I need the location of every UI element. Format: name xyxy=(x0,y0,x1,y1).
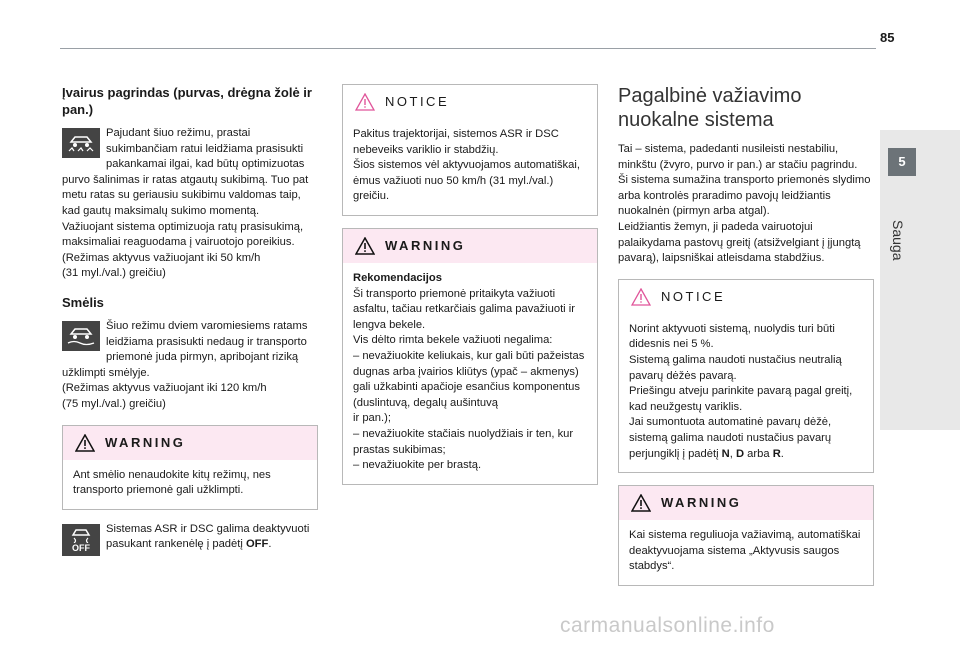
notice-triangle-icon xyxy=(355,93,375,111)
warning-title: WARNING xyxy=(661,495,742,511)
asr-off-position: OFF xyxy=(245,538,269,551)
car-on-sand-icon xyxy=(66,325,96,347)
mud-grass-text: Pajudant šiuo režimu, prastai sukimbančiam ratui leidžiama prasisukti pakankamai ilgai, kad būtų optimizuotas purvo šalinimas ir ratas atgautų sukibimą. Tuo pat metu ratas su geriausiu sukibimu valdomas taip, kad gautų maksimalų sukimo momentą. Važiuojant sistema optimizuoja ratų prasisukimą, maksimaliai reaguodama į vairuotojo poreikius. (Režimas aktyvus važiuojant iki 50 km/h (31 myl./val.) greičiu) xyxy=(62,127,309,280)
warning-title: WARNING xyxy=(385,238,466,254)
notice-end: . xyxy=(780,447,784,460)
sand-block xyxy=(62,319,318,413)
heading-sand: Smėlis xyxy=(62,294,104,310)
notice-title: NOTICE xyxy=(661,288,726,304)
warning-header xyxy=(63,426,317,460)
mud-grass-mode-icon xyxy=(62,128,100,158)
section-title: Pagalbinė važiavimo nuokalne sistema xyxy=(618,85,802,131)
skid-car-icon xyxy=(66,527,96,543)
notice-or: arba xyxy=(744,447,773,460)
mud-grass-block xyxy=(62,126,318,282)
warning-text: Ši transporto priemonė pritaikyta važiuoti asfaltu, tačiau retkarčiais galima pavažiuoti ir lengva bekele. Vis dėlto rimta bekele važiuoti negalima: – nevažiuokite keliukais, kur gali būti pažeistas dugnas arba įvairios kliūtys (ypač – akmenys) gali užkabinti apačioje esančius komponentus (duslintuvą, degalų aušintuvą ir pan.); – nevažiuokite stačiais nuolydžiais ir ten, kur prastas sukibimas; – nevažiuokite per brastą. xyxy=(353,287,585,472)
sand-mode-icon xyxy=(62,321,100,351)
heading-mud-grass: Įvairus pagrindas (purvas, drėgna žolė ir pan.) xyxy=(62,85,312,117)
gear-d: D xyxy=(735,447,745,460)
warning-triangle-icon xyxy=(355,237,375,255)
warning-title: WARNING xyxy=(105,434,186,450)
warning-box-brake xyxy=(618,485,874,586)
warning-lead: Rekomendacijos xyxy=(353,271,442,284)
warning-triangle-icon xyxy=(631,494,651,512)
off-label: OFF xyxy=(72,542,90,553)
page-number: 85 xyxy=(880,30,895,45)
notice-header xyxy=(619,280,873,314)
asr-off-text xyxy=(62,522,318,553)
notice-header xyxy=(343,85,597,119)
top-rule xyxy=(60,48,876,49)
column-2 xyxy=(342,84,598,497)
notice-body xyxy=(619,314,873,472)
notice-sep: , xyxy=(729,447,736,460)
section-intro: Tai – sistema, padedanti nusileisti nestabiliu, minkštu (žvyro, purvo ir pan.) ar stačiu pagrindu. Ši sistema sumažina transporto priemonės slydimo arba kontrolės praradimo pavojų leidžiantis nuokalnėn (pirmyn arba atgal). Leidžiantis žemyn, ji padeda vairuotojui palaikydama pastovų greitį (atsižvelgiant į įjungtą pavarą), laipsniškai atleisdama stabdžius. xyxy=(618,143,871,265)
notice-triangle-icon xyxy=(631,288,651,306)
warning-box-offroad xyxy=(342,228,598,485)
gear-r: R xyxy=(772,447,781,460)
car-on-grass-icon xyxy=(66,132,96,154)
chapter-number: 5 xyxy=(888,148,916,176)
notice-title: NOTICE xyxy=(385,94,450,110)
notice-text: Norint aktyvuoti sistemą, nuolydis turi būti didesnis nei 5 %. Sistemą galima naudoti nustačius neutralią pavarų dėžės pavarą. Priešingu atveju parinkite pavarą pagal greitį, kad neužgestų variklis. Jai sumontuota automatinė pavarų dėžė, sistemą galima naudoti nustačius pavarų perjungiklį į padėtį xyxy=(629,322,853,460)
column-1 xyxy=(62,84,318,558)
notice-text: Pakitus trajektorijai, sistemos ASR ir DSC nebeveiks variklio ir stabdžių. Šios sistemos vėl aktyvuojamos automatiškai, ėmus važiuoti nuo 50 km/h (31 myl./val.) greičiu. xyxy=(353,128,580,203)
column-3 xyxy=(618,84,874,598)
asr-off-icon xyxy=(62,524,100,556)
watermark: carmanualsonline.info xyxy=(560,614,775,637)
asr-off-block xyxy=(62,522,318,553)
warning-box-sand xyxy=(62,425,318,510)
notice-box-slope xyxy=(618,279,874,473)
asr-off-text-end: . xyxy=(268,538,272,551)
warning-header xyxy=(343,229,597,263)
notice-box-trajectory xyxy=(342,84,598,216)
sand-text: Šiuo režimu dviem varomiesiems ratams leidžiama prasisukti nedaug ir transporto priemonė juda pirmyn, apribojant riziką užklimpti smėlyje. (Režimas aktyvus važiuojant iki 120 km/h (75 myl./val.) greičiu) xyxy=(62,319,308,410)
warning-header xyxy=(619,486,873,520)
gear-n: N xyxy=(721,447,730,460)
warning-body xyxy=(343,263,597,484)
warning-triangle-icon xyxy=(75,434,95,452)
chapter-label: Sauga xyxy=(890,220,906,261)
warning-text: Ant smėlio nenaudokite kitų režimų, nes transporto priemonė gali užklimpti. xyxy=(73,468,271,497)
asr-off-text-start: Sistemas ASR ir DSC galima deaktyvuoti pasukant rankenėlę į padėtį xyxy=(106,522,310,551)
warning-text: Kai sistema reguliuoja važiavimą, automatiškai deaktyvuojama sistema „Aktyvusis saugos stabdys“. xyxy=(629,529,861,573)
